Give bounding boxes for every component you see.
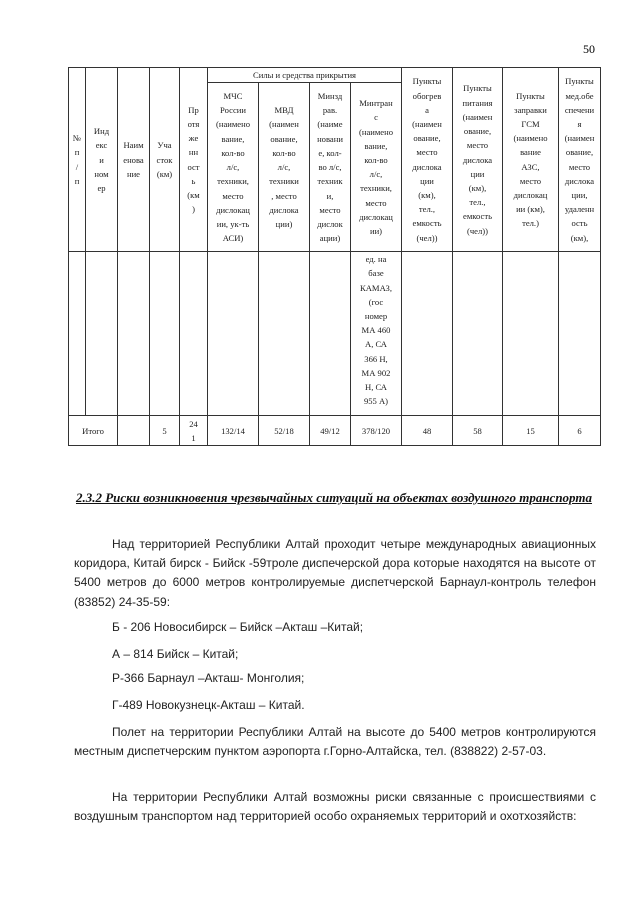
col-header-minzdrav: Минзд рав. (наиме новани е, кол- во л/с, техник и, место дислок ации) [310,83,351,252]
table-cell [118,252,150,416]
col-header-name: Наим енова ние [118,68,150,252]
table-row [69,252,601,416]
table-cell [180,252,208,416]
resources-table [68,67,601,446]
table-cell [150,252,180,416]
col-header-index: Инд екс и ном ер [86,68,118,252]
table-cell [503,252,559,416]
route-item: Р-366 Барнаул –Акташ- Монголия; [112,671,305,685]
table-cell [559,252,601,416]
total-minzdrav: 49/12 [310,416,351,446]
route-item: Б - 206 Новосибирск – Бийск –Акташ –Китай; [112,620,364,634]
total-fuel: 15 [503,416,559,446]
paragraph-corridors: Над территорией Республики Алтай проходит четыре международных авиационных коридора, Китай бирск - Бийск -59троле диспечерской дора которые находятся на высоте от 5400 метров до 6000 метров контролируемые диспетчерской Барнаул-контроль телефон (83852) 24-35-59: [74,537,596,609]
total-section: 5 [150,416,180,446]
col-header-fuel: Пункты заправки ГСМ (наимено вание АЗС, место дислокац ии (км), тел.) [503,68,559,252]
col-header-forces-group: Силы и средства прикрытия [208,68,402,83]
col-header-heating: Пункты обогрев а (наимен ование, место дислока ции (км), тел., емкость (чел)) [402,68,453,252]
table-cell [86,252,118,416]
route-item: Г-489 Новокузнецк-Акташ – Китай. [112,698,305,712]
table-cell [69,252,86,416]
total-mchs: 132/14 [208,416,259,446]
total-row [69,416,601,446]
table-cell [118,416,150,446]
total-heating: 48 [402,416,453,446]
paragraph-risks: На территории Республики Алтай возможны риски связанные с происшествиями с воздушным транспортом над территорией особо охраняемых территорий и охотхозяйств: [74,790,596,824]
col-header-num: № п / п [69,68,86,252]
col-header-mchs: МЧС России (наимено вание, кол-во л/с, техники, место дислокац ии, ук-ть АСИ) [208,83,259,252]
total-mvd: 52/18 [259,416,310,446]
col-header-mintrans: Минтран с (наимено вание, кол-во л/с, техники, место дислокац ии) [351,83,402,252]
col-header-medical: Пункты мед.обе спечени я (наимен ование, место дислока ции, удаленн ость (км), [559,68,601,252]
table-cell [402,252,453,416]
total-food: 58 [453,416,503,446]
total-label: Итого [69,416,118,446]
col-header-food: Пункты питания (наимен ование, место дислока ции (км), тел., емкость (чел)) [453,68,503,252]
total-length: 24 1 [180,416,208,446]
page-number: 50 [583,42,595,56]
paragraph-local-control: Полет на территории Республики Алтай на высоте до 5400 метров контролируются местным диспетчерским пунктом аэропорта г.Горно-Алтайска, тел. (838822) 2-57-03. [74,725,596,759]
mintrans-vehicles-cell: ед. на базе КАМАЗ, (гос номер МА 460 А, СА 366 Н, МА 902 Н, СА 955 А) [351,252,402,416]
col-header-length: Пр отя же нн ост ь (км ) [180,68,208,252]
table-cell [310,252,351,416]
section-heading: 2.3.2 Риски возникновения чрезвычайных ситуаций на объектах воздушного транспорта [75,490,593,505]
table-cell [259,252,310,416]
route-item: А – 814 Бийск – Китай; [112,647,239,661]
table-cell [453,252,503,416]
total-mintrans: 378/120 [351,416,402,446]
table-cell [208,252,259,416]
total-medical: 6 [559,416,601,446]
col-header-section: Уча сток (км) [150,68,180,252]
col-header-mvd: МВД (наимен ование, кол-во л/с, техники , место дислока ции) [259,83,310,252]
